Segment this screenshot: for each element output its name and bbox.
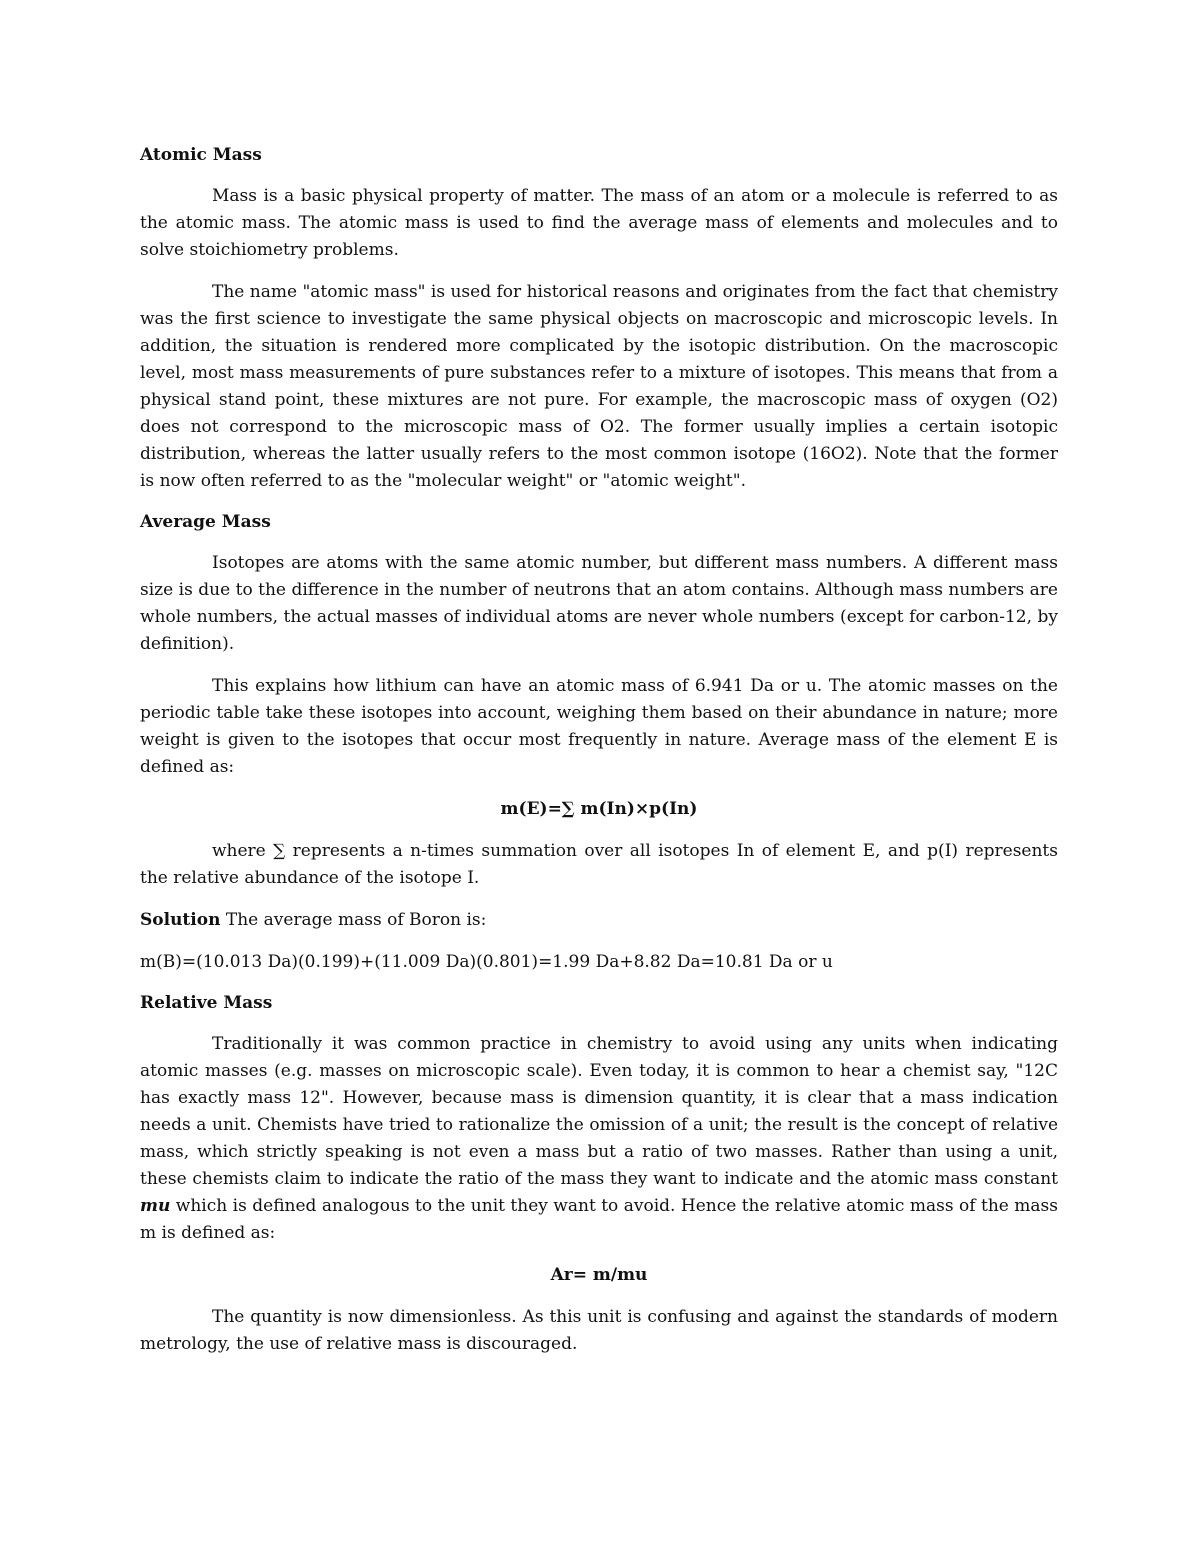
relative-mass-text-before: Traditionally it was common practice in chemistry to avoid using any units when indicating atomic masses (e.g. masses on microscopic scale). Even today, it is common to hear a chemist say, "12C has exactly mass 12". However, because mass is dimension quantity, it is clear that a mass indication needs a unit. Chemists have tried to rationalize the omission of a unit; the result is the concept of relative mass, which strictly speaking is not even a mass but a ratio of two masses. Rather than using a unit, these chemists claim to indicate the ratio of the mass they want to indicate and the atomic mass constant [140, 1034, 1058, 1189]
heading-atomic-mass: Atomic Mass [140, 145, 262, 165]
solution-label: Solution [140, 910, 221, 930]
solution-text: The average mass of Boron is: [220, 910, 487, 930]
document-page [140, 143, 1058, 1373]
paragraph-atomic-mass-2: The name "atomic mass" is used for historical reasons and originates from the fact that chemistry was the first science to investigate the same physical objects on macroscopic and microscopic levels. In addition, the situation is rendered more complicated by the isotopic distribution. On the macroscopic level, most mass measurements of pure substances refer to a mixture of isotopes. This means that from a physical stand point, these mixtures are not pure. For example, the macroscopic mass of oxygen (O2) does not correspond to the microscopic mass of O2. The former usually implies a certain isotopic distribution, whereas the latter usually refers to the most common isotope (16O2). Note that the former is now often referred to as the "molecular weight" or "atomic weight". [140, 282, 1058, 491]
paragraph-relative-mass-2: The quantity is now dimensionless. As this unit is confusing and against the standards of modern metrology, the use of relative mass is discouraged. [140, 1307, 1058, 1354]
relative-mass-emphasis: mu [140, 1196, 171, 1216]
heading-average-mass: Average Mass [140, 512, 271, 532]
formula-relative-mass: Ar= m/mu [550, 1265, 648, 1285]
heading-relative-mass: Relative Mass [140, 993, 273, 1013]
paragraph-average-mass-2: This explains how lithium can have an atomic mass of 6.941 Da or u. The atomic masses on the periodic table take these isotopes into account, weighing them based on their abundance in nature; more weight is given to the isotopes that occur most frequently in nature. Average mass of the element E is defined as: [140, 676, 1058, 777]
relative-mass-text-after: which is defined analogous to the unit they want to avoid. Hence the relative atomic mass of the mass m is defined as: [140, 1196, 1058, 1243]
paragraph-average-mass-1: Isotopes are atoms with the same atomic number, but different mass numbers. A different mass size is due to the difference in the number of neutrons that an atom contains. Although mass numbers are whole numbers, the actual masses of individual atoms are never whole numbers (except for carbon-12, by definition). [140, 553, 1058, 654]
formula-average-mass: m(E)=∑ m(In)×p(In) [500, 799, 698, 819]
paragraph-average-mass-3: where ∑ represents a n-times summation over all isotopes In of element E, and p(I) represents the relative abundance of the isotope I. [140, 841, 1058, 888]
paragraph-solution [140, 907, 1058, 934]
paragraph-relative-mass-1 [140, 1031, 1058, 1247]
paragraph-atomic-mass-1: Mass is a basic physical property of matter. The mass of an atom or a molecule is referred to as the atomic mass. The atomic mass is used to find the average mass of elements and molecules and to solve stoichiometry problems. [140, 186, 1058, 260]
paragraph-solution-calc: m(B)=(10.013 Da)(0.199)+(11.009 Da)(0.801)=1.99 Da+8.82 Da=10.81 Da or u [140, 952, 833, 972]
